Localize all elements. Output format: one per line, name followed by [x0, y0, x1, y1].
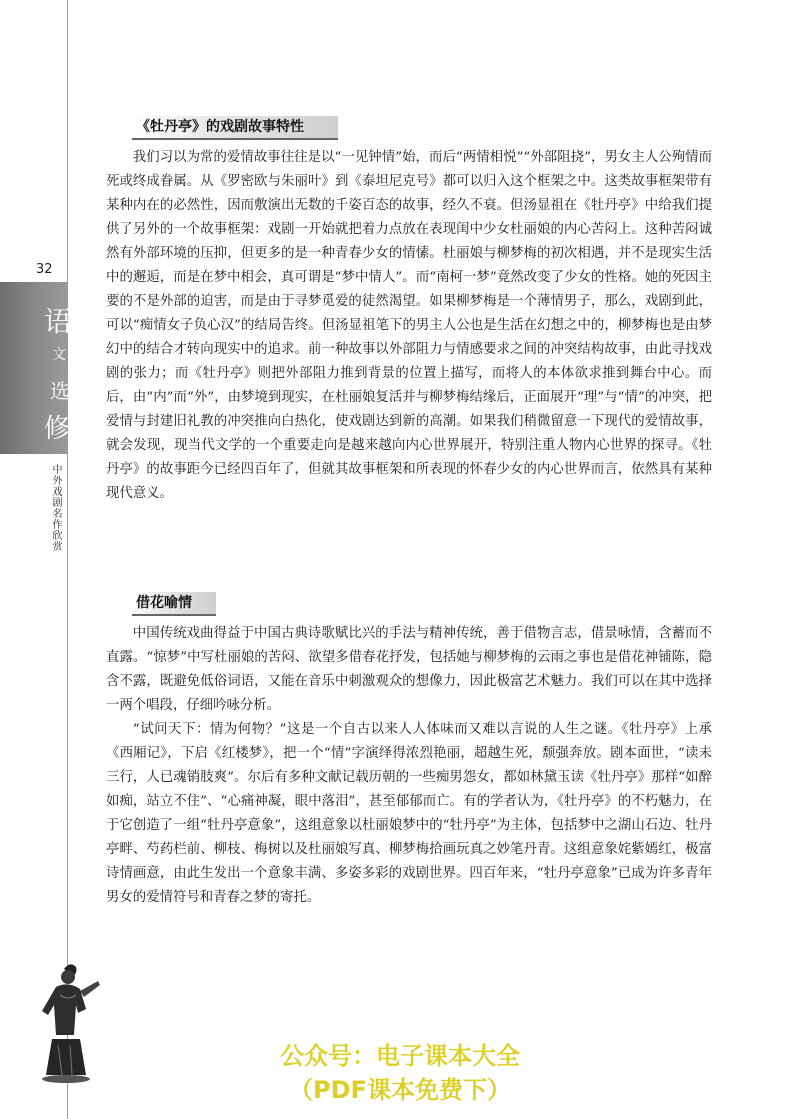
body-paragraph: 中国传统戏曲得益于中国古典诗歌赋比兴的手法与精神传统，善于借物言志，借景咏情，含蓄而不直露。“惊梦”中写杜丽娘的苦闷、欲望多借春花抒发，包括她与柳梦梅的云雨之事也是借花神铺陈，隐含不露，既避免低俗词语，又能在音乐中刺激观众的想像力，因此极富艺术魅力。我们可以在其中选择一两个唱段，仔细吟咏分析。	[106, 626, 712, 713]
side-tab-char: 语	[44, 305, 73, 338]
side-tab-char: 文	[52, 347, 66, 363]
page-number: 32	[36, 262, 53, 277]
section-heading: 《牡丹亭》的戏剧故事特性	[132, 116, 338, 140]
margin-rule	[67, 0, 68, 1119]
watermark-line: （PDF课本免费下）	[289, 1076, 511, 1104]
book-subtitle: 中外戏剧名作欣赏	[50, 464, 61, 552]
watermark-line: 公众号：电子课本大全	[280, 1042, 520, 1070]
body-paragraph: 我们习以为常的爱情故事往往是以“一见钟情”始，而后“两情相悦”“外部阻挠”，男女主人公殉情而死或终成眷属。从《罗密欧与朱丽叶》到《泰坦尼克号》都可以归入这个框架之中。这类故事框架带有某种内在的必然性，因而敷演出无数的千姿百态的故事，经久不衰。但汤显祖在《牡丹亭》中给我们提供了另外的一个故事框架：戏剧一开始就把着力点放在表现闺中少女杜丽娘的内心苦闷上。这种苦闷诚然有外部环境的压抑，但更多的是一种青春少女的情愫。杜丽娘与柳梦梅的初次相遇，并不是现实生活中的邂逅，而是在梦中相会，真可谓是“梦中情人”。而“南柯一梦”竟然改变了少女的性格。她的死因主要的不是外部的迫害，而是由于寻梦觅爱的徒然渴望。如果柳梦梅是一个薄情男子，那么，戏剧到此，可以“痴情女子负心汉”的结局告终。但汤显祖笔下的男主人公也是生活在幻想之中的，柳梦梅也是由梦幻中的结合才转向现实中的追求。前一种故事以外部阻力与情感要求之间的冲突结构故事，由此寻找戏剧的张力；而《牡丹亭》则把外部阻力推到背景的位置上描写，而将人的本体欲求推到舞台中心。而后，由“内”而“外”，由梦境到现实，在杜丽娘复活并与柳梦梅结缘后，正面展开“理”与“情”的冲突，把爱情与封建旧礼教的冲突推向白热化，使戏剧达到新的高潮。如果我们稍微留意一下现代的爱情故事，就会发现，现当代文学的一个重要走向是越来越向内心世界展开，特别注重人物内心世界的探寻。《牡丹亭》的故事距今已经四百年了，但就其故事框架和所表现的怀春少女的内心世界而言，依然具有某种现代意义。	[106, 150, 712, 501]
side-tab-char: 选	[50, 379, 70, 403]
side-tab-char: 修	[44, 414, 71, 444]
section-heading: 借花喻情	[132, 592, 216, 616]
body-paragraph: “试问天下：情为何物？”这是一个自古以来人人体味而又难以言说的人生之谜。《牡丹亭》上承《西厢记》，下启《红楼梦》，把一个“情”字演绎得浓烈艳丽，超越生死，颓强奔放。剧本面世，“读未三行，人已魂销肢爽”。尔后有多种文献记载历朝的一些痴男怨女，都如林黛玉读《牡丹亭》那样“如醉如痴，站立不住”、“心痛神凝，眼中落泪”，甚至郁郁而亡。有的学者认为，《牡丹亭》的不朽魅力，在于它创造了一组“牡丹亭意象”，这组意象以杜丽娘梦中的“牡丹亭”为主体，包括梦中之湖山石边、牡丹亭畔、芍药栏前、柳枝、梅树以及杜丽娘写真、柳梦梅拾画玩真之妙笔丹青。这组意象姹紫嫣红，极富诗情画意，由此生发出一个意象丰满、多姿多彩的戏剧世界。四百年来，“牡丹亭意象”已成为许多青年男女的爱情符号和青春之梦的寄托。	[106, 722, 712, 905]
